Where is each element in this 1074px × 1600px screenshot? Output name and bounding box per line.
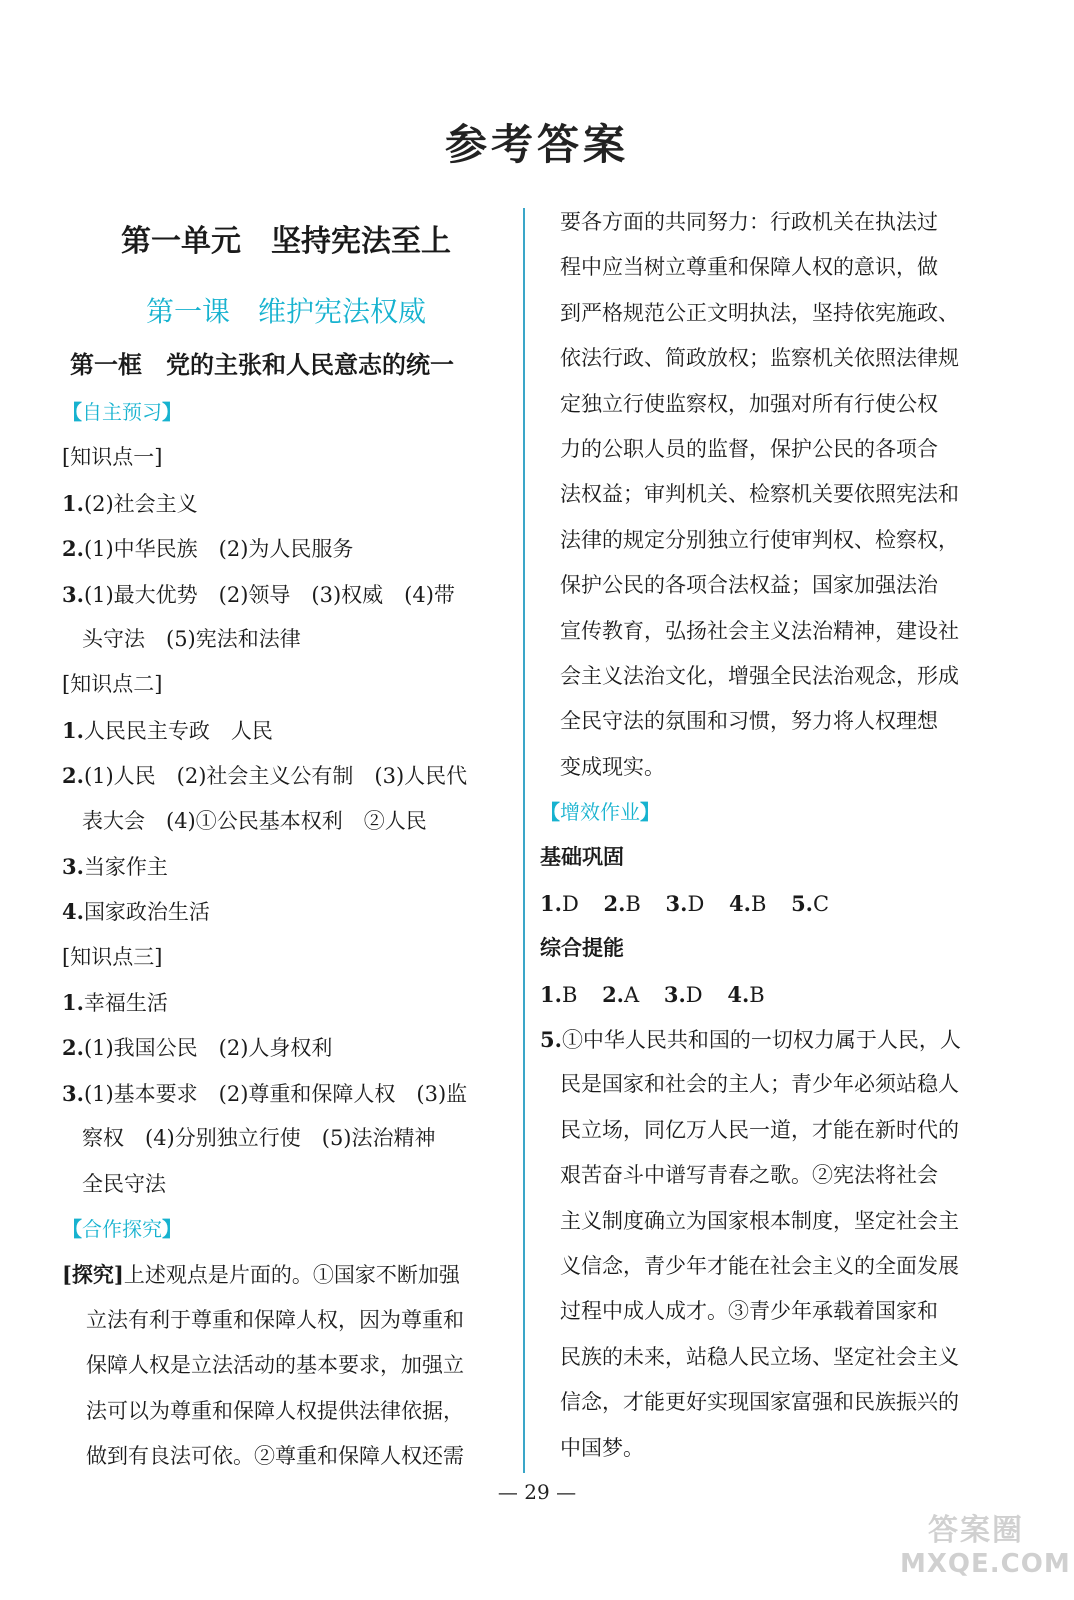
column-divider	[523, 208, 525, 1473]
explore-line: 定独立行使监察权，加强对所有行使公权	[560, 391, 938, 416]
q5-line: 艰苦奋斗中谱写青春之歌。②宪法将社会	[560, 1163, 938, 1188]
answer-item: 3.D	[665, 890, 705, 916]
explore-line: 依法行政、简政放权；监察机关依照法律规	[560, 346, 959, 371]
explore-line: 全民守法的氛围和习惯，努力将人权理想	[560, 709, 938, 734]
explore-line: 保护公民的各项合法权益；国家加强法治	[560, 573, 938, 598]
explore-line: 会主义法治文化，增强全民法治观念，形成	[560, 663, 959, 688]
answer-line: 1.(2)社会主义	[62, 490, 198, 516]
answer-item: 1.D	[540, 890, 579, 916]
explore-line: [探究]上述观点是片面的。①国家不断加强	[62, 1262, 460, 1288]
comprehensive-answers	[540, 972, 990, 1017]
answer-item: 4.B	[727, 981, 765, 1007]
q5-line: 信念，才能更好实现国家富强和民族振兴的	[560, 1390, 959, 1415]
answer-line: 2.(1)人民 (2)社会主义公有制 (3)人民代	[62, 763, 468, 789]
watermark-brand: 答案圈	[928, 1513, 1024, 1548]
section-tag-preview: 【自主预习】	[62, 400, 182, 424]
explore-line: 宣传教育，弘扬社会主义法治精神，建设社	[560, 618, 959, 643]
q5-line: 中国梦。	[560, 1435, 644, 1460]
q5-line: 义信念，青少年才能在社会主义的全面发展	[560, 1253, 959, 1278]
explore-line: 要各方面的共同努力：行政机关在执法过	[560, 210, 938, 234]
answer-line: 2.(1)我国公民 (2)人身权利	[62, 1035, 333, 1061]
explore-line: 法律的规定分别独立行使审判权、检察权，	[560, 527, 959, 552]
subhead-comprehensive: 综合提能	[540, 936, 624, 961]
page-number: — 29 —	[497, 1480, 577, 1504]
right-column	[540, 200, 990, 1471]
answer-line: 2.(1)中华民族 (2)为人民服务	[62, 536, 354, 562]
explore-line: 法权益；审判机关、检察机关要依照宪法和	[560, 482, 959, 507]
q5-line: 主义制度确立为国家根本制度，坚定社会主	[560, 1208, 959, 1233]
knowledge-point-heading: [知识点三]	[62, 944, 163, 969]
page-title: 参考答案	[444, 120, 629, 169]
explore-line: 保障人权是立法活动的基本要求，加强立	[86, 1353, 464, 1378]
watermark-logo	[900, 1505, 1071, 1595]
knowledge-point-heading: [知识点二]	[62, 672, 163, 697]
answer-item: 1.B	[540, 981, 578, 1007]
explore-line: 做到有良法可依。②尊重和保障人权还需	[86, 1443, 464, 1468]
answer-item: 5.C	[791, 890, 830, 916]
answer-item: 4.B	[729, 890, 767, 916]
answer-line: 头守法 (5)宪法和法律	[82, 626, 301, 651]
unit-title: 第一单元 坚持宪法至上	[121, 224, 451, 259]
knowledge-point-heading: [知识点一]	[62, 445, 163, 470]
q5-line: 民族的未来，站稳人民立场、坚定社会主义	[560, 1344, 959, 1369]
answer-line: 3.(1)最大优势 (2)领导 (3)权威 (4)带	[62, 581, 455, 607]
q5-line: 5.①中华人民共和国的一切权力属于人民，人	[540, 1027, 961, 1053]
explore-line: 法可以为尊重和保障人权提供法律依据，	[86, 1398, 464, 1423]
subhead-basic: 基础巩固	[540, 845, 624, 870]
answer-line: 4.国家政治生活	[62, 899, 210, 925]
basic-answers	[540, 881, 990, 926]
frame-title: 第一框 党的主张和人民意志的统一	[70, 351, 454, 379]
q5-line: 民立场，同亿万人民一道，才能在新时代的	[560, 1117, 959, 1142]
answer-line: 表大会 (4)①公民基本权利 ②人民	[82, 808, 427, 833]
answer-line: 全民守法	[82, 1171, 166, 1196]
answer-line: 察权 (4)分别独立行使 (5)法治精神	[82, 1126, 436, 1151]
section-tag-cooperate: 【合作探究】	[62, 1217, 182, 1242]
explore-line: 变成现实。	[560, 754, 665, 779]
left-column	[62, 214, 510, 1479]
lesson-title: 第一课 维护宪法权威	[145, 295, 426, 328]
explore-line: 到严格规范公正文明执法，坚持依宪施政、	[560, 300, 959, 325]
answer-line: 1.幸福生活	[62, 990, 168, 1016]
answer-line: 3.当家作主	[62, 853, 168, 879]
answer-item: 2.B	[603, 890, 641, 916]
answer-line: 3.(1)基本要求 (2)尊重和保障人权 (3)监	[62, 1080, 468, 1106]
explore-line: 程中应当树立尊重和保障人权的意识，做	[560, 255, 938, 280]
section-tag-homework: 【增效作业】	[540, 800, 660, 825]
answer-item: 2.A	[602, 981, 640, 1007]
answer-line: 1.人民民主专政 人民	[62, 717, 273, 743]
watermark-url: MXQE.COM	[900, 1549, 1071, 1579]
q5-line: 过程中成人成才。③青少年承载着国家和	[560, 1299, 938, 1324]
q5-line: 民是国家和社会的主人；青少年必须站稳人	[560, 1072, 959, 1097]
answer-item: 3.D	[663, 981, 703, 1007]
explore-line: 力的公职人员的监督，保护公民的各项合	[560, 436, 938, 461]
explore-line: 立法有利于尊重和保障人权，因为尊重和	[86, 1307, 464, 1332]
